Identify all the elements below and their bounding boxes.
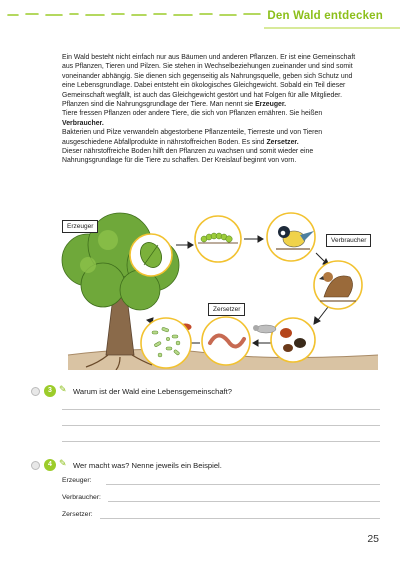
field-label-zersetzer: Zersetzer: xyxy=(62,511,93,518)
intro-text xyxy=(62,53,362,166)
dead-animal-icon xyxy=(253,325,276,333)
question-4-marker-dot xyxy=(31,461,40,470)
pencil-icon: ✎ xyxy=(59,384,67,394)
forest-cycle-diagram xyxy=(48,205,378,370)
question-4-number: 4 xyxy=(44,459,56,471)
term-verbraucher: Verbraucher. xyxy=(62,119,104,127)
label-erzeuger: Erzeuger xyxy=(62,220,98,233)
answer-line[interactable] xyxy=(62,441,380,442)
label-zersetzer: Zersetzer xyxy=(208,303,245,316)
paragraph-5: Dieser nährstoffreiche Boden hilft den Pflanzen zu wachsen und somit wieder eine Nahrungsgrundlage für die Tiere zu schaffen. Der Kreislauf beginnt von vorn. xyxy=(62,148,314,165)
paragraph-2-text: Pflanzen sind die Nahrungsgrundlage der Tiere. Man nennt sie xyxy=(62,101,256,109)
paragraph-4 xyxy=(62,128,362,147)
answer-line[interactable] xyxy=(62,425,380,426)
answer-line[interactable] xyxy=(62,409,380,410)
field-label-erzeuger: Erzeuger: xyxy=(62,477,92,484)
pencil-icon: ✎ xyxy=(59,458,67,468)
paragraph-1: Ein Wald besteht nicht einfach nur aus Bäumen und anderen Pflanzen. Er ist eine Gemeinschaft aus Pflanzen, Tieren und Pilzen. Sie stehen in Wechselbeziehungen zueinander und sind somit voneinander abhängig. Sie dienen sich gegenseitig als Nahrungsquelle, geben sich Schutz und eine Lebensgrundlage. Dabei entsteht ein ökologisches Gleichgewicht. Sobald ein Teil dieser Gemeinschaft wegfällt, ist auch das Gleichgewicht gestört und hat Folgen für alle Mitglieder. xyxy=(62,54,356,99)
answer-line-erzeuger[interactable] xyxy=(106,484,380,485)
term-zersetzer: Zersetzer. xyxy=(266,138,299,146)
paragraph-3-text: Tiere fressen Pflanzen oder andere Tiere, die sich von Pflanzen ernähren. Sie heißen xyxy=(62,110,323,118)
paragraph-2 xyxy=(62,100,362,109)
bacteria-circle xyxy=(141,318,191,368)
answer-line-zersetzer[interactable] xyxy=(100,518,380,519)
term-erzeuger: Erzeuger. xyxy=(255,101,287,109)
question-3-number: 3 xyxy=(44,385,56,397)
question-4-text: Wer macht was? Nenne jeweils ein Beispiel. xyxy=(73,461,222,470)
title-underline xyxy=(264,27,400,29)
header-dash-decoration xyxy=(4,9,264,21)
question-3-text: Warum ist der Wald eine Lebensgemeinschaft? xyxy=(73,387,232,396)
answer-line-verbraucher[interactable] xyxy=(108,501,380,502)
paragraph-4-text: Bakterien und Pilze verwandeln abgestorbene Pflanzenteile, Tierreste und von Tieren ausgeschiedene Abfallprodukte in nährstoffreichen Boden. Es sind xyxy=(62,129,323,146)
label-verbraucher: Verbraucher xyxy=(326,234,371,247)
question-3-marker-dot xyxy=(31,387,40,396)
field-label-verbraucher: Verbraucher: xyxy=(62,494,101,501)
page-number: 25 xyxy=(367,533,379,545)
paragraph-3 xyxy=(62,109,362,128)
beetles-circle xyxy=(271,318,315,362)
page-title: Den Wald entdecken xyxy=(267,10,383,22)
